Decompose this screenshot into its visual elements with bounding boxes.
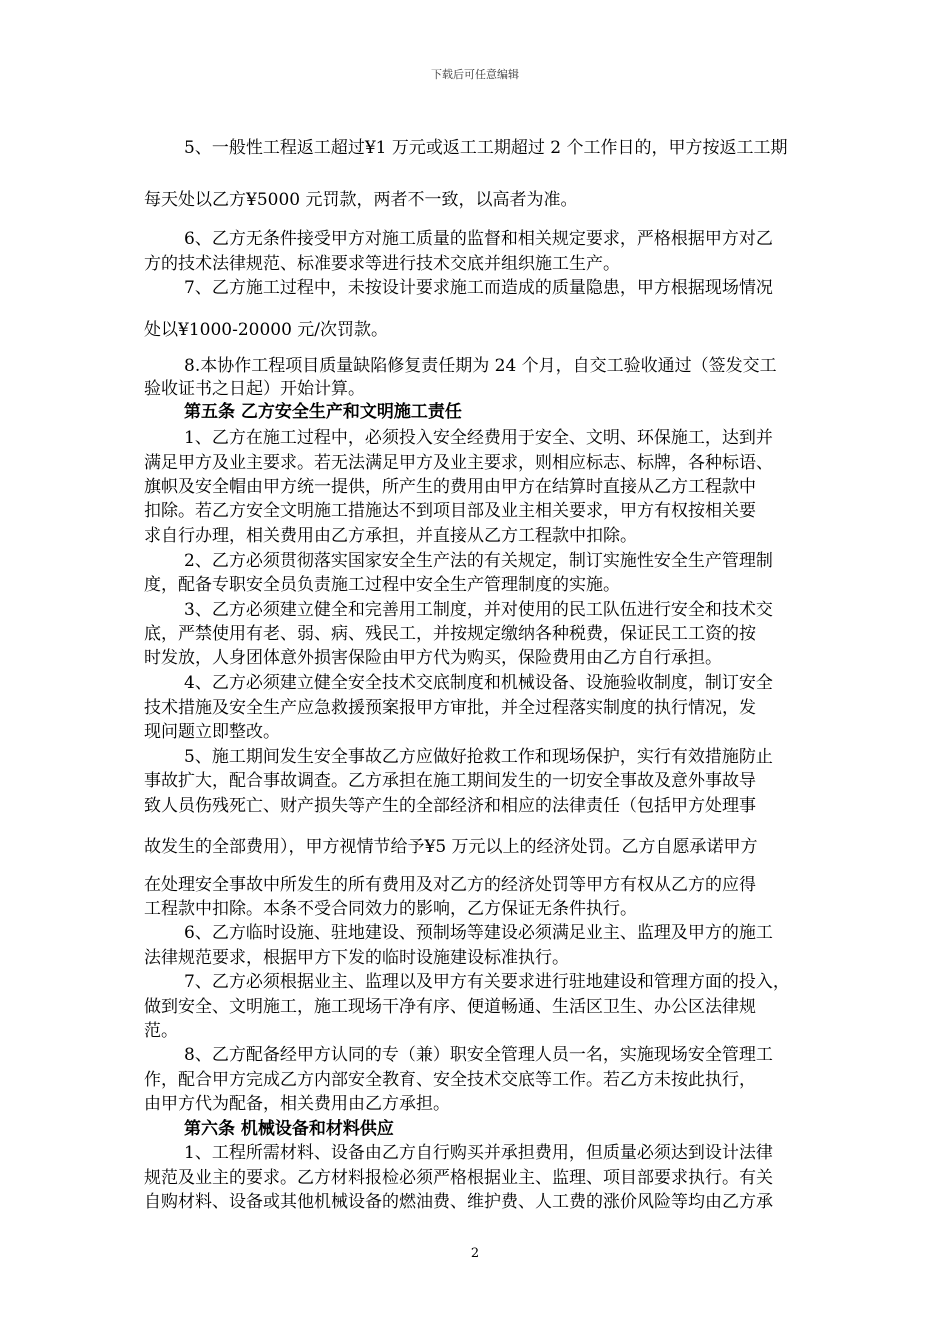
- text-line: 方的技术法律规范、标准要求等进行技术交底并组织施工生产。: [144, 254, 620, 274]
- text-line: 1、工程所需材料、设备由乙方自行购买并承担费用，但质量必须达到设计法律: [184, 1143, 773, 1163]
- text-line: 由甲方代为配备，相关费用由乙方承担。: [144, 1094, 450, 1114]
- text-line: 做到安全、文明施工，施工现场干净有序、便道畅通、生活区卫生、办公区法律规: [144, 997, 756, 1017]
- page-header: 下载后可任意编辑: [431, 68, 519, 81]
- text-line: 6、乙方无条件接受甲方对施工质量的监督和相关规定要求，严格根据甲方对乙: [184, 229, 773, 249]
- text-line: 8、乙方配备经甲方认同的专（兼）职安全管理人员一名，实施现场安全管理工: [184, 1045, 773, 1065]
- text-line: 处以¥1000-20000 元/次罚款。: [144, 320, 389, 340]
- text-line: 法律规范要求，根据甲方下发的临时设施建设标准执行。: [144, 948, 569, 968]
- text-line: 在处理安全事故中所发生的所有费用及对乙方的经济处罚等甲方有权从乙方的应得: [144, 875, 756, 895]
- text-line: 致人员伤残死亡、财产损失等产生的全部经济和相应的法律责任（包括甲方处理事: [144, 796, 756, 816]
- text-line: 8.本协作工程项目质量缺陷修复责任期为 24 个月，自交工验收通过（签发交工: [184, 356, 777, 376]
- section-heading: 第五条 乙方安全生产和文明施工责任: [184, 402, 462, 422]
- text-line: 1、乙方在施工过程中，必须投入安全经费用于安全、文明、环保施工，达到并: [184, 428, 773, 448]
- text-line: 故发生的全部费用），甲方视情节给予¥5 万元以上的经济处罚。乙方自愿承诺甲方: [144, 837, 758, 857]
- text-line: 旗帜及安全帽由甲方统一提供，所产生的费用由甲方在结算时直接从乙方工程款中: [144, 477, 756, 497]
- text-line: 规范及业主的要求。乙方材料报检必须严格根据业主、监理、项目部要求执行。有关: [144, 1168, 773, 1188]
- page-number: 2: [470, 1246, 480, 1261]
- text-line: 作，配合甲方完成乙方内部安全教育、安全技术交底等工作。若乙方未按此执行，: [144, 1070, 756, 1090]
- text-line: 求自行办理，相关费用由乙方承担，并直接从乙方工程款中扣除。: [144, 526, 637, 546]
- text-line: 验收证书之日起）开始计算。: [144, 379, 365, 399]
- text-line: 自购材料、设备或其他机械设备的燃油费、维护费、人工费的涨价风险等均由乙方承: [144, 1192, 773, 1212]
- text-line: 7、乙方必须根据业主、监理以及甲方有关要求进行驻地建设和管理方面的投入，: [184, 972, 790, 992]
- text-line: 满足甲方及业主要求。若无法满足甲方及业主要求，则相应标志、标牌，各种标语、: [144, 453, 773, 473]
- text-line: 时发放，人身团体意外损害保险由甲方代为购买，保险费用由乙方自行承担。: [144, 648, 722, 668]
- text-line: 6、乙方临时设施、驻地建设、预制场等建设必须满足业主、监理及甲方的施工: [184, 923, 773, 943]
- text-line: 4、乙方必须建立健全安全技术交底制度和机械设备、设施验收制度，制订安全: [184, 673, 773, 693]
- text-line: 范。: [144, 1021, 178, 1041]
- text-line: 工程款中扣除。本条不受合同效力的影响，乙方保证无条件执行。: [144, 899, 637, 919]
- text-line: 事故扩大，配合事故调查。乙方承担在施工期间发生的一切安全事故及意外事故导: [144, 771, 756, 791]
- text-line: 7、乙方施工过程中，未按设计要求施工而造成的质量隐患，甲方根据现场情况: [184, 278, 773, 298]
- text-line: 2、乙方必须贯彻落实国家安全生产法的有关规定，制订实施性安全生产管理制: [184, 551, 773, 571]
- text-line: 每天处以乙方¥5000 元罚款，两者不一致，以高者为准。: [144, 190, 578, 210]
- text-line: 3、乙方必须建立健全和完善用工制度，并对使用的民工队伍进行安全和技术交: [184, 600, 773, 620]
- text-line: 扣除。若乙方安全文明施工措施达不到项目部及业主相关要求，甲方有权按相关要: [144, 501, 756, 521]
- text-line: 底，严禁使用有老、弱、病、残民工，并按规定缴纳各种税费，保证民工工资的按: [144, 624, 756, 644]
- text-line: 技术措施及安全生产应急救援预案报甲方审批，并全过程落实制度的执行情况，发: [144, 698, 756, 718]
- text-line: 5、一般性工程返工超过¥1 万元或返工工期超过 2 个工作日的，甲方按返工工期: [184, 138, 788, 158]
- text-line: 5、施工期间发生安全事故乙方应做好抢救工作和现场保护，实行有效措施防止: [184, 747, 773, 767]
- text-line: 度，配备专职安全员负责施工过程中安全生产管理制度的实施。: [144, 575, 620, 595]
- text-line: 现问题立即整改。: [144, 722, 280, 742]
- section-heading: 第六条 机械设备和材料供应: [184, 1119, 394, 1139]
